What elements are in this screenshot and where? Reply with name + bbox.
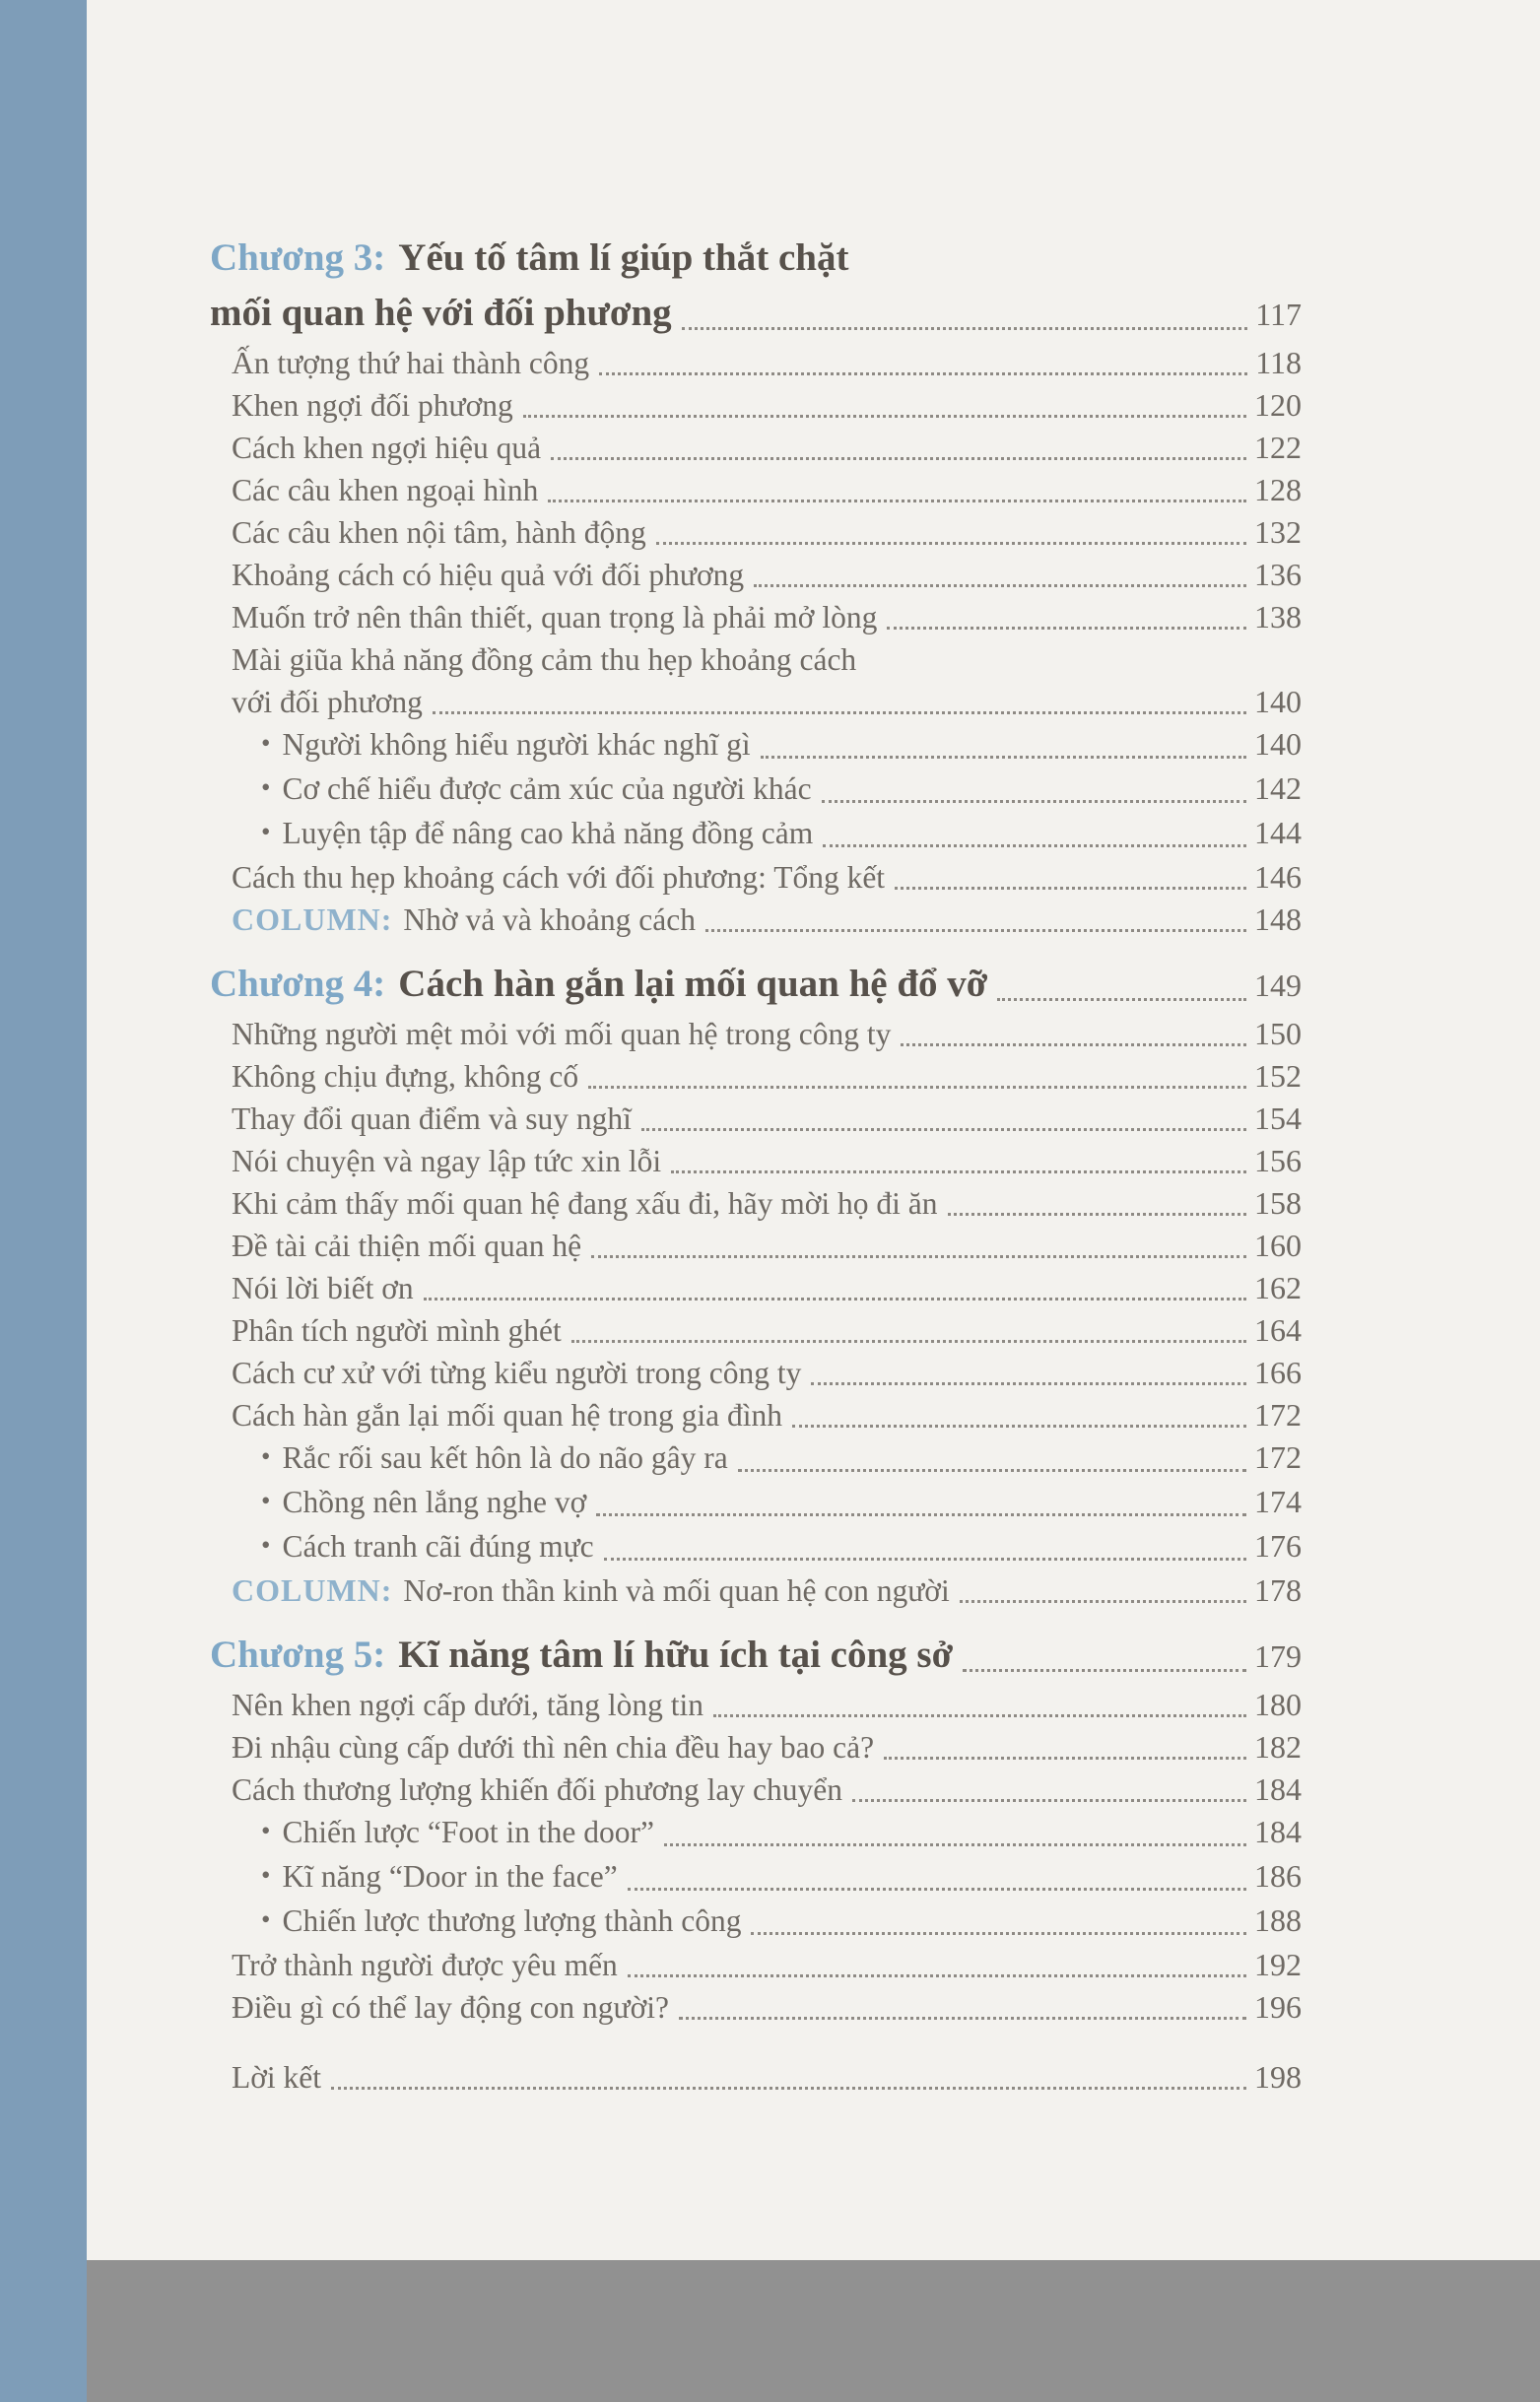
dotted-leader [424,1298,1246,1301]
dotted-leader [571,1340,1246,1343]
page-number: 122 [1254,430,1302,465]
bullet-icon: • [261,1486,271,1515]
dotted-leader [671,1170,1246,1173]
entry-title: Rắc rối sau kết hôn là do não gây ra [282,1440,728,1475]
entry-title: Cách khen ngợi hiệu quả [232,431,542,465]
toc-section [210,1628,1302,2029]
page-number: 184 [1254,1814,1302,1849]
dotted-leader [960,1600,1246,1603]
entry-title: Điều gì có thể lay động con người? [232,1990,669,2025]
dotted-leader [682,327,1248,330]
page-number: 149 [1254,967,1302,1003]
toc-entry [210,1726,1302,1768]
page-number: 138 [1254,599,1302,634]
toc-entry [210,596,1302,638]
page-number: 196 [1254,1989,1302,2025]
bottom-gray-bar [87,2260,1540,2402]
entry-title: Nơ-ron thần kinh và mối quan hệ con người [403,1573,950,1608]
toc-entry [210,1855,1302,1900]
chapter-label: Chương 5: [210,1634,386,1676]
page-number: 160 [1254,1228,1302,1263]
page-number: 118 [1255,345,1302,380]
toc-entry [210,1944,1302,1986]
entry-title: Kĩ năng “Door in the face” [282,1859,618,1894]
dotted-leader [588,1086,1246,1089]
entry-title: Cơ chế hiểu được cảm xúc của người khác [282,771,812,806]
dotted-leader [895,887,1246,890]
toc-entry [210,1436,1302,1481]
column-label: COLUMN: [232,901,393,937]
dotted-leader [596,1513,1246,1516]
page-number: 186 [1254,1858,1302,1894]
bullet-icon: • [261,1816,271,1845]
dotted-leader [811,1382,1246,1385]
dotted-leader [548,500,1246,502]
entry-title: Trở thành người được yêu mến [232,1948,618,1982]
dotted-leader [997,998,1246,1001]
toc-entry [210,899,1302,941]
dotted-leader [433,711,1246,714]
entry-title: Phân tích người mình ghét [232,1313,562,1348]
toc-chapter-heading [210,957,1302,1013]
page-number: 164 [1254,1312,1302,1348]
page-number: 150 [1254,1016,1302,1051]
entry-title: Chồng nên lắng nghe vợ [282,1485,587,1519]
toc-section [210,231,1302,941]
bullet-icon: • [261,772,271,802]
toc-chapter-heading-line2 [210,286,1302,342]
page-number: 146 [1254,859,1302,895]
bullet-icon: • [261,1441,271,1471]
toc-entry [210,511,1302,554]
page-number: 154 [1254,1101,1302,1136]
toc-entry [210,1182,1302,1225]
entry-title: Khi cảm thấy mối quan hệ đang xấu đi, hãy mời họ đi ăn [232,1186,938,1221]
entry-title: Cách thương lượng khiến đối phương lay chuyển [232,1772,842,1807]
entry-title: Nói lời biết ơn [232,1271,414,1305]
page-number: 120 [1254,387,1302,423]
toc-entry [210,384,1302,427]
toc-entry [210,1352,1302,1394]
entry-title: Các câu khen ngoại hình [232,473,539,507]
toc-entry [210,1768,1302,1811]
dotted-leader [591,1255,1246,1258]
toc-entry [210,1900,1302,1944]
page-number: 128 [1254,472,1302,507]
page-number: 152 [1254,1058,1302,1094]
dotted-leader [664,1843,1246,1846]
toc-entry [210,427,1302,469]
toc-chapter-heading [210,231,1302,286]
toc-closing-entry [210,2056,1302,2099]
dotted-leader [852,1799,1246,1802]
toc-entry [210,1140,1302,1182]
page-number: 162 [1254,1270,1302,1305]
dotted-leader [887,627,1246,630]
toc-section [210,957,1302,1612]
entry-title: Nhờ vả và khoảng cách [403,902,696,937]
entry-title: Ấn tượng thứ hai thành công [232,346,590,380]
bullet-icon: • [261,728,271,758]
toc-entry [210,638,1302,681]
dotted-leader [754,584,1246,587]
dotted-leader [599,372,1247,375]
dotted-leader [523,415,1246,418]
page-number: 178 [1254,1572,1302,1608]
dotted-leader [331,2087,1246,2090]
dotted-leader [551,457,1246,460]
dotted-leader [963,1669,1246,1672]
left-accent-bar [0,0,87,2402]
entry-title: Cách cư xử với từng kiểu người trong công ty [232,1356,802,1390]
toc-entry [210,1569,1302,1612]
entry-title: Cách hàn gắn lại mối quan hệ trong gia đình [232,1398,782,1433]
toc-entry [210,1055,1302,1098]
entry-title: Chiến lược thương lượng thành công [282,1903,742,1938]
dotted-leader [656,542,1246,545]
chapter-label: Chương 3: [210,236,386,279]
entry-title: Muốn trở nên thân thiết, quan trọng là phải mở lòng [232,600,878,634]
entry-title: Nên khen ngợi cấp dưới, tăng lòng tin [232,1688,704,1722]
page-number: 179 [1254,1638,1302,1674]
page-number: 156 [1254,1143,1302,1178]
column-label: COLUMN: [232,1572,393,1608]
entry-title: Không chịu đựng, không cố [232,1059,579,1094]
entry-title: Đi nhậu cùng cấp dưới thì nên chia đều hay bao cả? [232,1730,875,1765]
dotted-leader [901,1043,1246,1046]
page-number: 117 [1255,297,1302,332]
dotted-leader [679,2017,1246,2020]
dotted-leader [823,844,1246,847]
page-number: 148 [1254,901,1302,937]
page-number: 132 [1254,514,1302,550]
chapter-title: Kĩ năng tâm lí hữu ích tại công sở [398,1634,954,1676]
toc-entry [210,1309,1302,1352]
entry-title: Nói chuyện và ngay lập tức xin lỗi [232,1144,662,1178]
bullet-icon: • [261,1860,271,1890]
page-number: 172 [1254,1397,1302,1433]
dotted-leader [761,756,1246,759]
entry-title: Đề tài cải thiện mối quan hệ [232,1229,582,1263]
page-number: 142 [1254,770,1302,806]
chapter-title: mối quan hệ với đối phương [210,292,672,334]
toc-entry [210,1481,1302,1525]
page-number: 158 [1254,1185,1302,1221]
page-number: 182 [1254,1729,1302,1765]
page-number: 136 [1254,557,1302,592]
toc-entry [210,723,1302,767]
toc-entry [210,342,1302,384]
toc-entry [210,469,1302,511]
bullet-icon: • [261,817,271,846]
page-number: 176 [1254,1528,1302,1564]
entry-title: Cách thu hẹp khoảng cách với đối phương: Tổng kết [232,860,886,895]
toc-entry [210,1013,1302,1055]
toc-entry [210,1098,1302,1140]
toc-entry [210,767,1302,812]
page-number: 188 [1254,1902,1302,1938]
chapter-title: Cách hàn gắn lại mối quan hệ đổ vỡ [398,963,988,1005]
entry-title: Khoảng cách có hiệu quả với đối phương [232,558,745,592]
toc-entry [210,1811,1302,1855]
entry-title: Những người mệt mỏi với mối quan hệ trong công ty [232,1017,892,1051]
page-number: 166 [1254,1355,1302,1390]
toc [210,231,1302,2099]
page-number: 140 [1254,726,1302,762]
toc-entry [210,1394,1302,1436]
entry-title: Khen ngợi đối phương [232,388,513,423]
page-number: 184 [1254,1771,1302,1807]
page-number: 192 [1254,1947,1302,1982]
toc-entry [210,1225,1302,1267]
entry-title: Cách tranh cãi đúng mực [282,1529,594,1564]
page-number: 198 [1254,2059,1302,2095]
bullet-icon: • [261,1530,271,1560]
entry-title: Luyện tập để nâng cao khả năng đồng cảm [282,816,814,850]
toc-chapter-heading [210,1628,1302,1684]
page-number: 172 [1254,1439,1302,1475]
entry-title: Người không hiểu người khác nghĩ gì [282,727,751,762]
entry-title: với đối phương [232,685,423,719]
chapter-label: Chương 4: [210,963,386,1005]
toc-entry [210,681,1302,723]
entry-title: Lời kết [232,2060,322,2095]
dotted-leader [641,1128,1246,1131]
bullet-icon: • [261,1904,271,1934]
dotted-leader [738,1469,1246,1472]
dotted-leader [604,1558,1246,1561]
toc-entry [210,1986,1302,2029]
entry-title: Mài giũa khả năng đồng cảm thu hẹp khoảng cách [232,642,857,677]
entry-title: Thay đổi quan điểm và suy nghĩ [232,1101,632,1136]
dotted-leader [713,1714,1246,1717]
toc-entry [210,856,1302,899]
dotted-leader [628,1974,1246,1977]
toc-entry [210,812,1302,856]
toc-entry [210,1684,1302,1726]
toc-entry [210,1267,1302,1309]
toc-entry [210,554,1302,596]
dotted-leader [705,929,1246,932]
page-number: 144 [1254,815,1302,850]
page-number: 180 [1254,1687,1302,1722]
dotted-leader [628,1888,1246,1891]
page-number: 174 [1254,1484,1302,1519]
dotted-leader [751,1932,1246,1935]
entry-title: Các câu khen nội tâm, hành động [232,515,646,550]
chapter-title: Yếu tố tâm lí giúp thắt chặt [398,236,849,279]
dotted-leader [948,1213,1246,1216]
entry-title: Chiến lược “Foot in the door” [282,1815,654,1849]
dotted-leader [792,1425,1246,1428]
dotted-leader [884,1757,1246,1760]
dotted-leader [822,800,1246,803]
page-number: 140 [1254,684,1302,719]
toc-entry [210,1525,1302,1569]
